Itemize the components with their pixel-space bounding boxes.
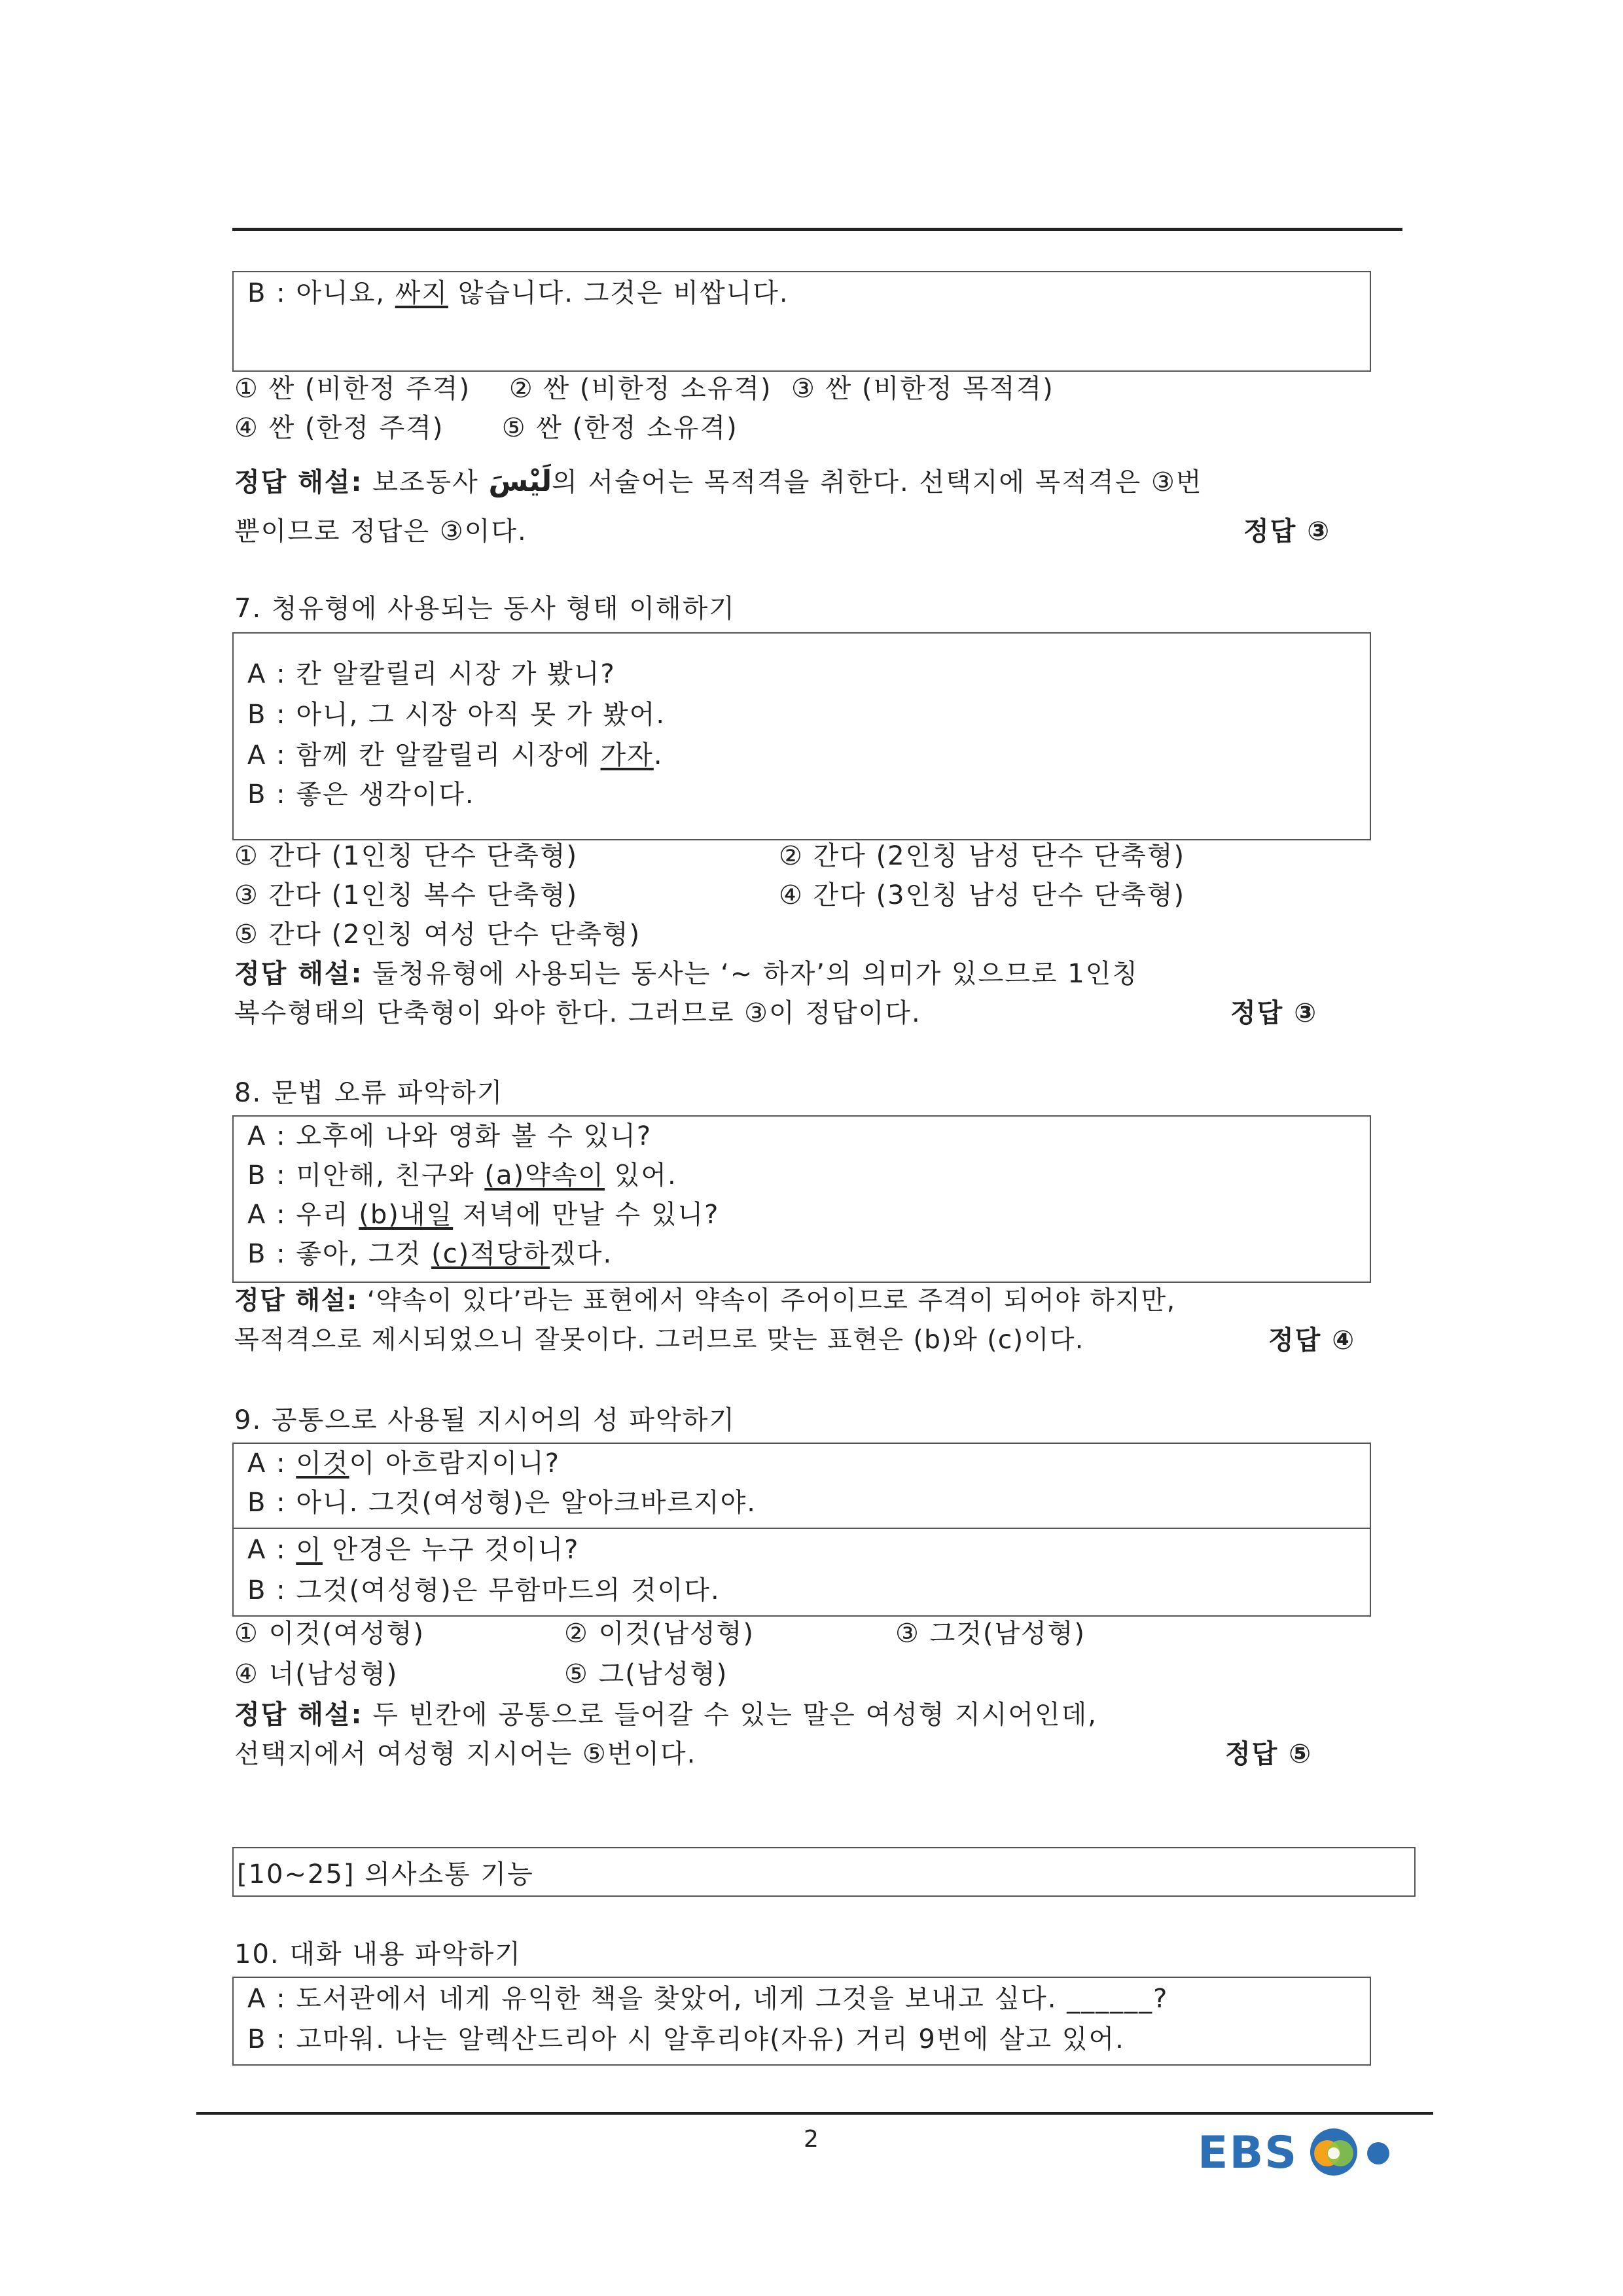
q9-option-2: ② 이것(남성형) [564, 1619, 755, 1649]
q9-option-1: ① 이것(여성형) [234, 1619, 425, 1649]
section-header-label: [10~25] 의사소통 기능 [237, 1859, 534, 1890]
q7-option-2: ② 간다 (2인칭 남성 단수 단축형) [779, 841, 1186, 871]
logo-center [1328, 2147, 1340, 2159]
q7-explanation-line2: 복수형태의 단축형이 와야 한다. 그러므로 ③이 정답이다. [234, 998, 921, 1028]
q7-dialog-line1: A : 칸 알칼릴리 시장 가 봤니? [247, 659, 616, 689]
q8-dialog-line4: B : 좋아, 그것 (c)적당하겠다. [247, 1239, 613, 1269]
q8-answer: 정답 ④ [1268, 1325, 1356, 1355]
page-number: 2 [804, 2126, 820, 2153]
q8-explanation-line1: 정답 해설: ‘약속이 있다’라는 표현에서 약속이 주어이므로 주격이 되어야 하지만, [234, 1286, 1176, 1316]
q9-dialog1-line1: A : 이것이 아흐람지이니? [247, 1448, 560, 1479]
q9-option-4: ④ 너(남성형) [234, 1659, 399, 1689]
logo-dot [1367, 2142, 1389, 2164]
arabic-word: لَيْسَ [488, 465, 552, 498]
footer-rule [196, 2112, 1433, 2115]
q7-dialog-line2: B : 아니, 그 시장 아직 못 가 봤어. [247, 700, 666, 730]
q9-title: 9. 공통으로 사용될 지시어의 성 파악하기 [234, 1405, 736, 1435]
q8-dialog-line2: B : 미안해, 친구와 (a)약속이 있어. [247, 1160, 677, 1191]
q7-dialog-line3: A : 함께 칸 알칼릴리 시장에 가자. [247, 740, 664, 770]
q8-underlined-c: (c)적당하 [431, 1239, 550, 1269]
q7-option-1: ① 간다 (1인칭 단수 단축형) [234, 841, 579, 871]
q10-title: 10. 대화 내용 파악하기 [234, 1939, 522, 1969]
q9-answer: 정답 ⑤ [1225, 1739, 1313, 1769]
header-rule [232, 228, 1402, 231]
q9-dialog2-line1: A : 이 안경은 누구 것이니? [247, 1535, 580, 1565]
q6-explanation-line1: 정답 해설: 보조동사 لَيْسَ의 서술어는 목적격을 취한다. 선택지에 목적격은 ③번 [234, 465, 1203, 498]
q9-option-3: ③ 그것(남성형) [895, 1619, 1086, 1649]
q8-underlined-a: (a)약속이 [484, 1160, 605, 1191]
q7-underlined-word: 가자 [600, 740, 654, 770]
q9-option-5: ⑤ 그(남성형) [564, 1659, 728, 1689]
explanation-label: 정답 해설: [234, 959, 363, 989]
explanation-label: 정답 해설: [234, 1700, 363, 1730]
q10-dialog-line1: A : 도서관에서 네게 유익한 책을 찾았어, 네게 그것을 보내고 싶다. ______? [247, 1984, 1169, 2014]
q9-explanation-line2: 선택지에서 여성형 지시어는 ⑤번이다. [234, 1739, 697, 1769]
q6-underlined-word: 싸지 [395, 278, 448, 308]
q7-answer: 정답 ③ [1230, 998, 1318, 1028]
q6-options-row1: ① 싼 (비한정 주격) ② 싼 (비한정 소유격) ③ 싼 (비한정 목적격) [234, 374, 1054, 404]
q9-underlined-2: 이 [296, 1535, 323, 1565]
q7-option-3: ③ 간다 (1인칭 복수 단축형) [234, 880, 579, 910]
q8-explanation-line2: 목적격으로 제시되었으니 잘못이다. 그러므로 맞는 표현은 (b)와 (c)이다. [234, 1325, 1084, 1355]
q9-dialog1-line2: B : 아니. 그것(여성형)은 알아크바르지야. [247, 1488, 757, 1518]
explanation-label: 정답 해설: [234, 467, 363, 497]
ebs-logo-graphic [1198, 2119, 1407, 2185]
ebs-logo [1198, 2119, 1407, 2185]
q7-explanation-line1: 정답 해설: 둘청유형에 사용되는 동사는 ‘~ 하자’의 의미가 있으므로 1인칭 [234, 959, 1139, 989]
q8-title: 8. 문법 오류 파악하기 [234, 1078, 504, 1108]
q7-dialog-line4: B : 좋은 생각이다. [247, 780, 475, 810]
q8-underlined-b: (b)내일 [359, 1200, 454, 1230]
q6-explanation-line2: 뿐이므로 정답은 ③이다. [234, 516, 527, 547]
q8-dialog-line1: A : 오후에 나와 영화 볼 수 있니? [247, 1121, 652, 1151]
ebs-logo-text: EBS [1198, 2127, 1298, 2179]
q9-underlined-1: 이것 [296, 1448, 349, 1479]
q9-explanation-line1: 정답 해설: 두 빈칸에 공통으로 들어갈 수 있는 말은 여성형 지시어인데, [234, 1700, 1097, 1730]
q7-option-5: ⑤ 간다 (2인칭 여성 단수 단축형) [234, 920, 641, 950]
q10-dialog-line2: B : 고마워. 나는 알렉산드리아 시 알후리야(자유) 거리 9번에 살고 있어. [247, 2024, 1125, 2054]
q9-dialog2-line2: B : 그것(여성형)은 무함마드의 것이다. [247, 1575, 721, 1605]
q7-title: 7. 청유형에 사용되는 동사 형태 이해하기 [234, 594, 736, 624]
q8-dialog-line3: A : 우리 (b)내일 저녁에 만날 수 있니? [247, 1200, 720, 1230]
q7-option-4: ④ 간다 (3인칭 남성 단수 단축형) [779, 880, 1186, 910]
q6-options-row2: ④ 싼 (한정 주격) ⑤ 싼 (한정 소유격) [234, 413, 738, 443]
q6-answer: 정답 ③ [1243, 516, 1331, 547]
q6-dialog-line-b: B : 아니요, 싸지 않습니다. 그것은 비쌉니다. [247, 278, 789, 308]
explanation-label: 정답 해설: [234, 1286, 358, 1316]
